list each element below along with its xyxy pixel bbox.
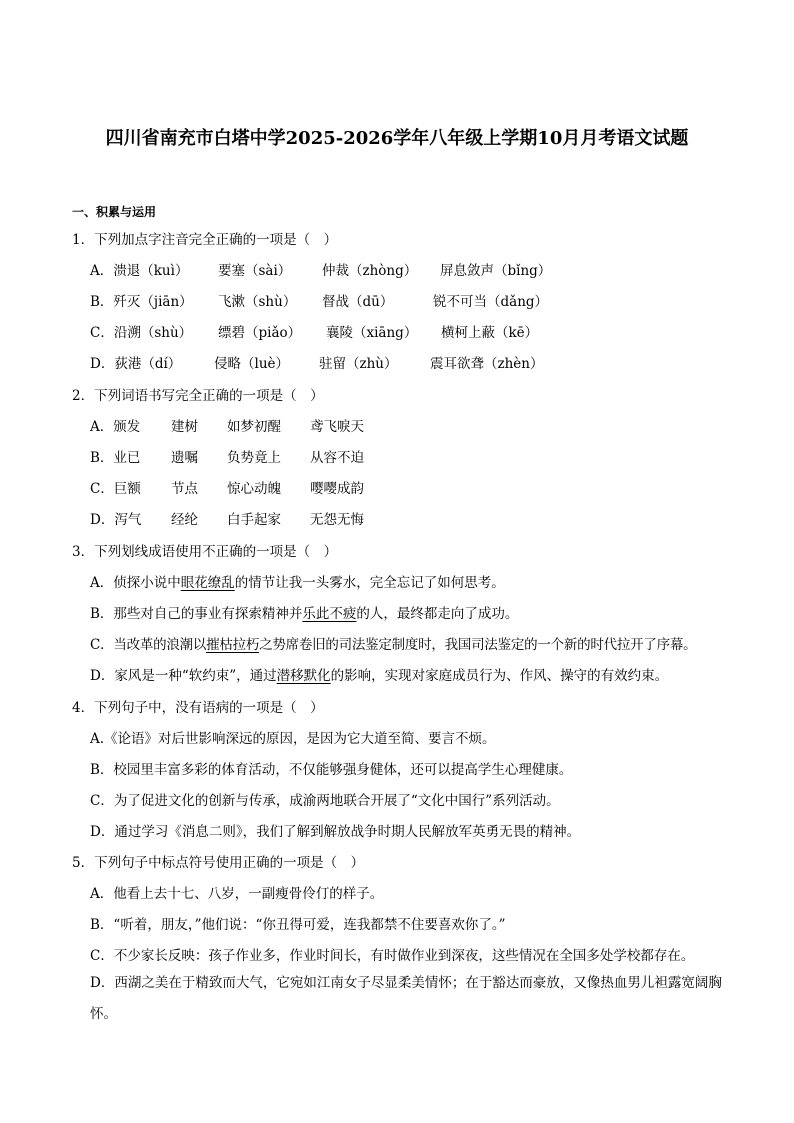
option-cell: 节点 — [171, 481, 198, 497]
option-cell: 仲裁（zhòng） — [322, 263, 418, 279]
option-cell: 襄陵（xiāng） — [326, 325, 418, 341]
question-4-stem: 4．下列句子中，没有语病的一项是（ ） — [72, 700, 324, 716]
option-cell: B．歼灭（jiān） — [90, 294, 193, 310]
option-cell: 遗嘱 — [171, 450, 198, 466]
option-cell: 如梦初醒 — [227, 419, 281, 435]
option-cell: 锐不可当（dǎng） — [433, 294, 549, 310]
question-3-option-c — [90, 633, 696, 653]
underlined-idiom: 潜移默化 — [276, 668, 331, 684]
question-4-option-a: A.《论语》对后世影响深远的原因，是因为它大道至简、要言不烦。 — [90, 731, 496, 747]
question-5-option-c: C．不少家长反映：孩子作业多，作业时间长，有时做作业到深夜，这些情况在全国多处学校都存在。 — [90, 948, 695, 964]
option-cell: D．泻气 — [90, 512, 142, 528]
option-cell: 白手起家 — [227, 512, 281, 528]
option-text: 的影响，实现对家庭成员行为、作风、操守的有效约束。 — [330, 668, 669, 684]
option-cell: D．荻港（dí） — [90, 356, 182, 372]
option-cell: 建树 — [171, 419, 198, 435]
option-cell: 从容不迫 — [310, 450, 364, 466]
section-heading: 一、积累与运用 — [72, 205, 157, 219]
option-cell: C．沿溯（shù） — [90, 325, 193, 341]
question-2-stem: 2．下列词语书写完全正确的一项是（ ） — [72, 388, 324, 404]
option-cell: 缥碧（piǎo） — [218, 325, 302, 341]
option-cell: A．颁发 — [90, 419, 141, 435]
underlined-idiom: 眼花缭乱 — [180, 575, 235, 591]
question-3-stem: 3．下列划线成语使用不正确的一项是（ ） — [72, 544, 338, 560]
option-cell: C．巨额 — [90, 481, 141, 497]
option-cell: B．业已 — [90, 450, 141, 466]
option-cell: 震耳欲聋（zhèn） — [430, 356, 544, 372]
option-cell: 驻留（zhù） — [319, 356, 398, 372]
option-cell: 负势竟上 — [227, 450, 281, 466]
underlined-idiom: 摧枯拉朽 — [206, 637, 260, 653]
option-text: B．那些对自己的事业有探索精神并 — [90, 606, 303, 622]
option-cell: 屏息敛声（bǐng） — [440, 263, 552, 279]
question-3-option-d — [90, 664, 668, 684]
question-4-option-d: D．通过学习《消息二则》，我们了解到解放战争时期人民解放军英勇无畏的精神。 — [90, 824, 581, 840]
question-4-option-b: B．校园里丰富多彩的体育活动，不仅能够强身健体，还可以提高学生心理健康。 — [90, 762, 573, 778]
option-cell: 嘤嘤成韵 — [310, 481, 364, 497]
question-5-option-d: D．西湖之美在于精致而大气，它宛如江南女子尽显柔美情怀；在于豁达而豪放，又像热血男儿袒露宽阔胸怀。 — [90, 975, 722, 1022]
option-cell: 经纶 — [171, 512, 198, 528]
page-title: 四川省南充市白塔中学2025-2026学年八年级上学期10月月考语文试题 — [105, 128, 689, 149]
option-text: D．家风是一种“软约束”，通过 — [90, 668, 277, 684]
option-cell: 横柯上蔽（kē） — [441, 325, 539, 341]
option-text: 之势席卷旧的司法鉴定制度时，我国司法鉴定的一个新的时代拉开了序幕。 — [259, 637, 697, 653]
option-cell: 鸢飞唳天 — [310, 419, 364, 435]
option-cell: 无怨无悔 — [310, 512, 364, 528]
option-text: A．侦探小说中 — [90, 575, 181, 591]
option-cell: 督战（dū） — [322, 294, 394, 310]
question-3-option-b — [90, 602, 518, 622]
option-cell: A．溃退（kuì） — [90, 263, 189, 279]
question-5-option-a: A．他看上去十七、八岁，一副瘦骨伶仃的样子。 — [90, 886, 384, 902]
option-text: C．当改革的浪潮以 — [90, 637, 207, 653]
question-4-option-c: C．为了促进文化的创新与传承，成渝两地联合开展了“文化中国行”系列活动。 — [90, 793, 560, 809]
question-5-stem: 5．下列句子中标点符号使用正确的一项是（ ） — [72, 855, 365, 871]
option-text: 的人，最终都走向了成功。 — [356, 606, 519, 622]
option-cell: 侵略（luè） — [214, 356, 290, 372]
question-3-option-a — [90, 571, 505, 591]
option-text: 的情节让我一头雾水，完全忘记了如何思考。 — [234, 575, 505, 591]
option-cell: 飞漱（shù） — [218, 294, 297, 310]
question-1-stem: 1．下列加点字注音完全正确的一项是（ ） — [72, 232, 338, 248]
option-cell: 要塞（sài） — [218, 263, 292, 279]
underlined-idiom: 乐此不疲 — [302, 606, 357, 622]
option-cell: 惊心动魄 — [227, 481, 281, 497]
question-5-option-b: B．“听着，朋友，”他们说：“你丑得可爱，连我都禁不住要喜欢你了。” — [90, 917, 506, 933]
